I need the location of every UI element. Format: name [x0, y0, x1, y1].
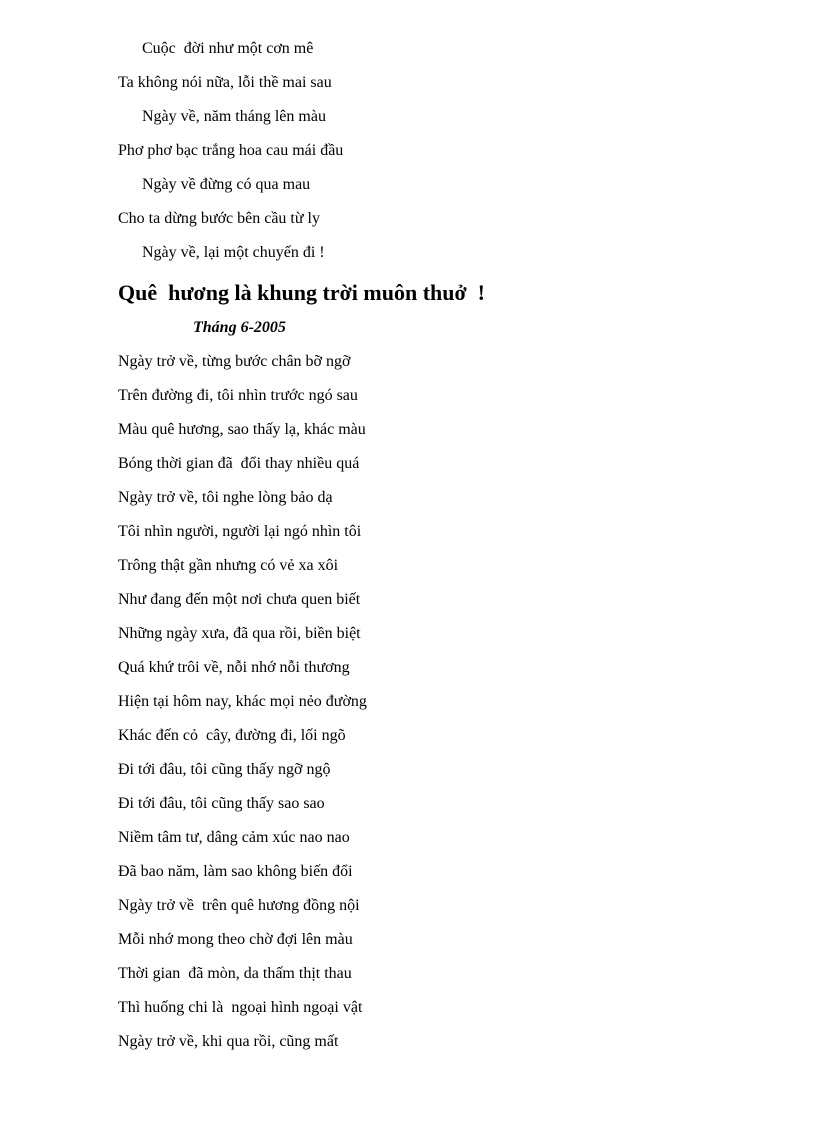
poem-line: Trông thật gần nhưng có vẻ xa xôi: [118, 557, 339, 574]
poem-line: Những ngày xưa, đã qua rồi, biền biệt: [118, 625, 361, 642]
poem-line: Niềm tâm tư, dâng cảm xúc nao nao: [118, 829, 350, 846]
previous-poem-line: Cho ta dừng bước bên cầu từ ly: [118, 210, 320, 227]
poem-line: Ngày trở về, tôi nghe lòng bảo dạ: [118, 489, 333, 506]
previous-poem-line: Ngày về, năm tháng lên màu: [142, 108, 326, 125]
poem-line: Hiện tại hôm nay, khác mọi nẻo đường: [118, 693, 367, 710]
poem-line: Thời gian đã mòn, da thấm thịt thau: [118, 965, 352, 982]
poem-line: Ngày trở về, khi qua rồi, cũng mất: [118, 1033, 339, 1050]
previous-poem-line: Phơ phơ bạc trắng hoa cau mái đầu: [118, 142, 344, 159]
poem-line: Mỗi nhớ mong theo chờ đợi lên màu: [118, 931, 353, 948]
poem-line: Đi tới đâu, tôi cũng thấy sao sao: [118, 795, 325, 812]
poem-line: Ngày trở về trên quê hương đồng nội: [118, 897, 360, 914]
poem-line: Quá khứ trôi về, nỗi nhớ nỗi thương: [118, 659, 350, 676]
previous-poem-line: Ngày về, lại một chuyến đi !: [142, 244, 325, 261]
previous-poem-line: Cuộc đời như một cơn mê: [142, 40, 314, 57]
poem-line: Ngày trở về, từng bước chân bỡ ngỡ: [118, 353, 351, 370]
poem-line: Màu quê hương, sao thấy lạ, khác màu: [118, 421, 366, 438]
poem-line: Khác đến cỏ cây, đường đi, lối ngõ: [118, 727, 346, 744]
poem-line: Trên đường đi, tôi nhìn trước ngó sau: [118, 387, 358, 404]
poem-line: Thì huống chi là ngoại hình ngoại vật: [118, 999, 363, 1016]
previous-poem-line: Ngày về đừng có qua mau: [142, 176, 311, 193]
poem-line: Đi tới đâu, tôi cũng thấy ngỡ ngộ: [118, 761, 331, 778]
poem-line: Bóng thời gian đã đổi thay nhiều quá: [118, 455, 360, 472]
poem-date: Tháng 6-2005: [193, 319, 286, 336]
poem-line: Tôi nhìn người, người lại ngó nhìn tôi: [118, 523, 362, 540]
poem-line: Đã bao năm, làm sao không biến đổi: [118, 863, 353, 880]
previous-poem-line: Ta không nói nữa, lỗi thề mai sau: [118, 74, 332, 91]
poem-title: Quê hương là khung trời muôn thuở !: [118, 280, 486, 305]
poem-line: Như đang đến một nơi chưa quen biết: [118, 591, 361, 608]
